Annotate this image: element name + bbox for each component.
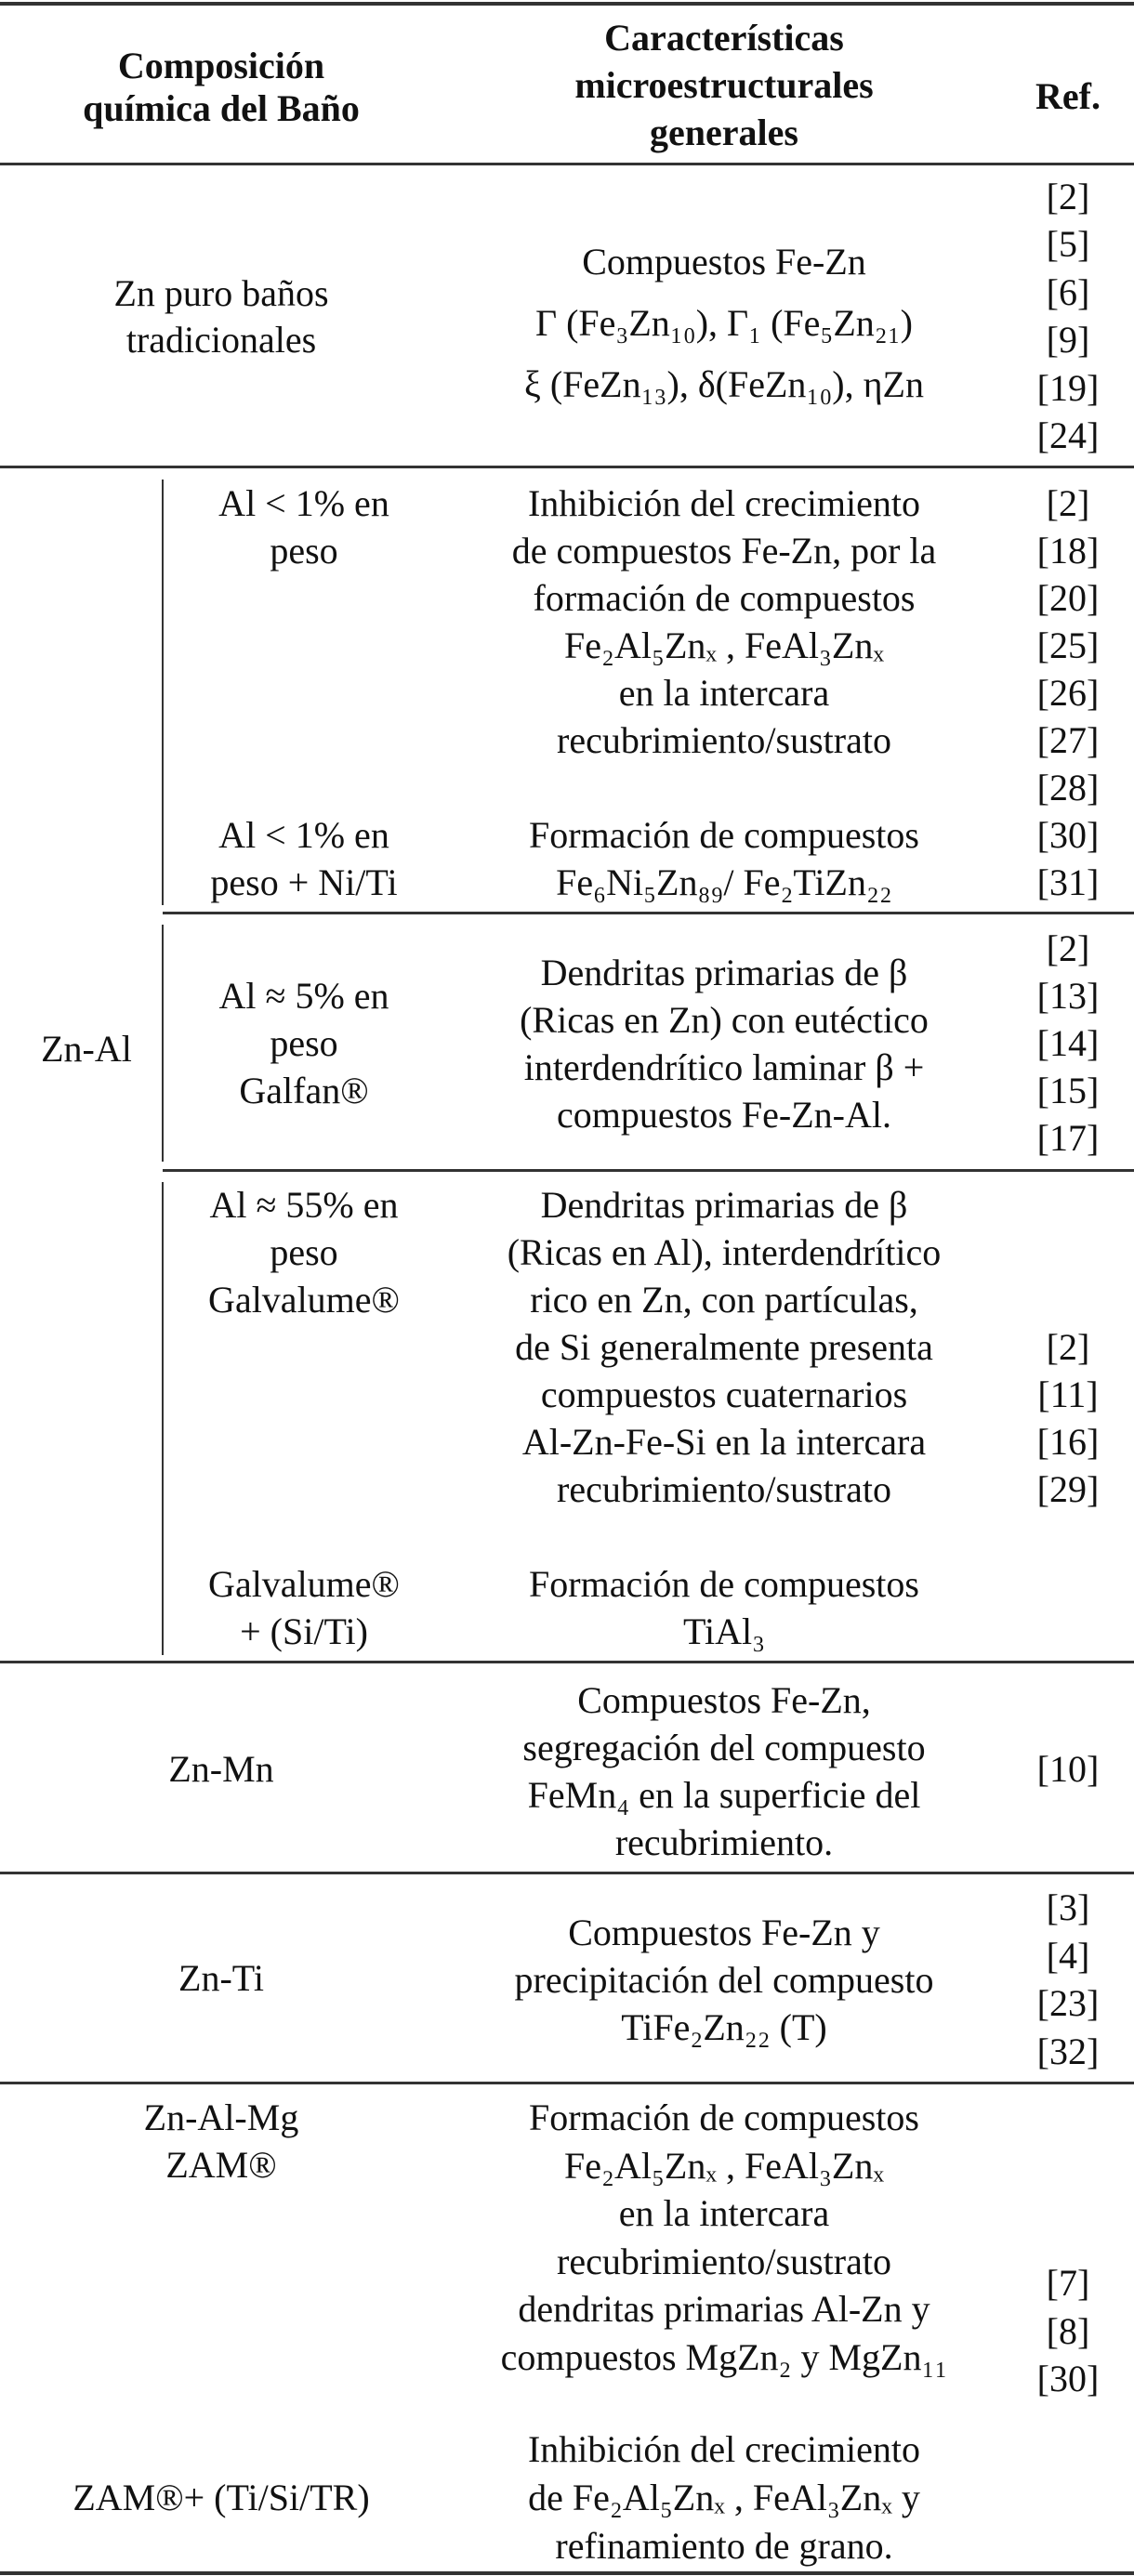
galfan-refs xyxy=(1037,925,1100,1162)
zn-al-label-line: Zn-Al xyxy=(41,1028,132,1070)
al1-characteristics-line: en la intercara xyxy=(618,672,830,714)
galvalume-characteristics-line: Al-Zn-Fe-Si en la intercara xyxy=(521,1421,927,1463)
zn-puro-refs-line: [2] xyxy=(1046,176,1090,217)
section-rule xyxy=(0,466,1134,468)
al1-refs-line: [27] xyxy=(1036,719,1100,761)
al1-characteristics-line: recubrimiento/sustrato xyxy=(557,719,891,761)
al1-refs-line: [31] xyxy=(1036,861,1100,903)
al1-refs-line: [28] xyxy=(1036,767,1100,808)
galvalume-composition xyxy=(208,1181,400,1323)
header-composition-line: Composición xyxy=(117,45,325,86)
zam-composition xyxy=(144,2094,299,2188)
zn-puro-refs-line: [9] xyxy=(1046,319,1090,361)
zam-plus-characteristics xyxy=(528,2425,920,2570)
al1-niti-composition xyxy=(210,811,397,906)
zam-characteristics-line: Fe₂Al₅Znₓ , FeAl₃Znₓ xyxy=(564,2144,884,2187)
galvalume-refs-line: [11] xyxy=(1037,1373,1099,1415)
zam-plus-characteristics-line: de Fe₂Al₅Znₓ , FeAl₃Znₓ y xyxy=(528,2477,920,2518)
zn-mn-characteristics-line: FeMn₄ en la superficie del xyxy=(527,1774,921,1816)
zam-plus-characteristics-line: Inhibición del crecimiento xyxy=(527,2428,921,2470)
galvalume-characteristics-line: rico en Zn, con partículas, xyxy=(530,1279,918,1321)
zn-puro-composition xyxy=(113,270,328,363)
zn-al-vertical-rule xyxy=(162,1182,164,1655)
galvalume-siti-characteristics-line: TiAl₃ xyxy=(682,1610,766,1652)
section-rule xyxy=(0,2082,1134,2084)
zn-mn-refs xyxy=(1037,1745,1100,1793)
header-characteristics-line: microestructurales xyxy=(574,64,874,106)
zam-plus-characteristics-line: refinamiento de grano. xyxy=(555,2525,893,2567)
al1-niti-characteristics-line: Formación de compuestos xyxy=(529,814,919,856)
zam-characteristics xyxy=(501,2094,948,2381)
al1-refs-line: [18] xyxy=(1036,530,1100,572)
zam-refs-line: [7] xyxy=(1046,2262,1090,2304)
zn-al-vertical-rule xyxy=(162,925,164,1162)
zn-ti-characteristics-line: Compuestos Fe-Zn y xyxy=(568,1912,880,1953)
galfan-refs-line: [17] xyxy=(1036,1117,1100,1159)
galvalume-refs-line: [2] xyxy=(1046,1326,1090,1368)
galfan-characteristics-line: Dendritas primarias de β xyxy=(540,952,908,993)
zn-puro-refs-line: [6] xyxy=(1046,270,1090,313)
galvalume-siti-composition-line: + (Si/Ti) xyxy=(240,1610,368,1652)
header-characteristics xyxy=(574,14,873,156)
galvalume-characteristics-line: recubrimiento/sustrato xyxy=(557,1468,891,1510)
zn-puro-refs-line: [24] xyxy=(1036,414,1100,457)
al1-composition-line: peso xyxy=(270,530,338,572)
section-rule xyxy=(0,1872,1134,1874)
header-composition xyxy=(83,45,360,130)
zam-plus-composition xyxy=(73,2474,369,2521)
header-characteristics-line: generales xyxy=(650,112,798,153)
zn-ti-refs-line: [23] xyxy=(1036,1982,1100,2024)
galvalume-refs xyxy=(1037,1323,1100,1513)
galvalume-characteristics-line: (Ricas en Al), interdendrítico xyxy=(507,1231,942,1273)
galfan-characteristics-line: compuestos Fe-Zn-Al. xyxy=(557,1094,891,1136)
zam-characteristics-line: en la intercara xyxy=(618,2192,830,2234)
al1-characteristics xyxy=(512,480,937,764)
zn-puro-characteristics xyxy=(524,231,924,415)
galfan-refs-line: [13] xyxy=(1036,975,1100,1017)
header-ref xyxy=(1035,72,1101,120)
al1-composition xyxy=(218,480,389,574)
galvalume-composition-line: Galvalume® xyxy=(208,1279,400,1321)
galvalume-composition-line: Al ≈ 55% en xyxy=(209,1184,399,1226)
galfan-composition-line: Al ≈ 5% en xyxy=(218,975,389,1017)
galvalume-siti-composition xyxy=(208,1560,400,1655)
galvalume-composition-line: peso xyxy=(270,1231,338,1273)
al1-characteristics-line: Fe₂Al₅Znₓ , FeAl₃Znₓ xyxy=(564,624,884,666)
galfan-refs-line: [15] xyxy=(1036,1070,1100,1111)
zn-puro-characteristics-line: ξ (FeZn₁₃), δ(FeZn₁₀), ηZn xyxy=(524,363,924,405)
zn-ti-characteristics-line: TiFe₂Zn₂₂ (T) xyxy=(621,2006,827,2048)
zam-refs-line: [8] xyxy=(1046,2309,1090,2352)
zn-puro-refs xyxy=(1037,173,1100,459)
al1-refs-line: [26] xyxy=(1036,672,1100,714)
zam-composition-line: ZAM® xyxy=(165,2144,277,2186)
zn-ti-refs-line: [4] xyxy=(1046,1934,1090,1977)
zn-mn-characteristics-line: Compuestos Fe-Zn, xyxy=(577,1679,871,1721)
section-rule xyxy=(0,1661,1134,1663)
zn-puro-composition-line: tradicionales xyxy=(125,319,317,361)
al1-niti-composition-line: Al < 1% en xyxy=(218,814,389,856)
zam-characteristics-line: Formación de compuestos xyxy=(529,2096,919,2138)
al1-refs-line: [30] xyxy=(1036,814,1100,856)
galfan-characteristics xyxy=(520,949,929,1138)
subsection-rule xyxy=(163,912,1134,914)
zam-composition-line: Zn-Al-Mg xyxy=(143,2096,299,2138)
galvalume-characteristics-line: compuestos cuaternarios xyxy=(540,1373,908,1415)
zn-puro-characteristics-line: Γ (Fe₃Zn₁₀), Γ₁ (Fe₅Zn₂₁) xyxy=(534,302,913,344)
zam-refs xyxy=(1037,2259,1100,2403)
al1-refs xyxy=(1037,480,1100,906)
zn-mn-characteristics-line: recubrimiento. xyxy=(614,1821,834,1863)
galvalume-siti-characteristics xyxy=(529,1560,919,1655)
al1-refs-line: [25] xyxy=(1036,624,1100,666)
zn-ti-characteristics-line: precipitación del compuesto xyxy=(514,1959,934,2001)
galvalume-siti-characteristics-line: Formación de compuestos xyxy=(529,1563,919,1605)
al1-characteristics-line: formación de compuestos xyxy=(533,577,916,619)
al1-refs-line: [20] xyxy=(1036,577,1100,619)
galfan-composition-line: Galfan® xyxy=(239,1070,369,1111)
al1-characteristics-line: Inhibición del crecimiento xyxy=(527,482,921,524)
zn-ti-composition-line: Zn-Ti xyxy=(178,1957,264,1999)
bottom-rule xyxy=(0,2571,1134,2575)
header-ref-line: Ref. xyxy=(1035,75,1101,117)
zn-al-label xyxy=(41,1025,132,1072)
zam-refs-line: [30] xyxy=(1036,2358,1100,2399)
al1-refs-line: [2] xyxy=(1046,482,1090,524)
zn-al-vertical-rule xyxy=(162,480,164,905)
al1-niti-characteristics-line: Fe₆Ni₅Zn₈₉/ Fe₂TiZn₂₂ xyxy=(556,861,892,903)
galfan-refs-line: [14] xyxy=(1036,1022,1100,1064)
header-rule xyxy=(0,163,1134,165)
zn-mn-composition-line: Zn-Mn xyxy=(168,1748,274,1790)
galfan-composition xyxy=(218,972,389,1114)
al1-niti-characteristics xyxy=(529,811,919,906)
galvalume-characteristics xyxy=(508,1181,942,1513)
zn-puro-refs-line: [19] xyxy=(1036,366,1100,409)
zn-ti-composition xyxy=(178,1954,264,2002)
galvalume-siti-composition-line: Galvalume® xyxy=(208,1563,400,1605)
subsection-rule xyxy=(163,1169,1134,1172)
galfan-composition-line: peso xyxy=(270,1022,338,1064)
zn-puro-characteristics-line: Compuestos Fe-Zn xyxy=(582,241,866,283)
zn-puro-composition-line: Zn puro baños xyxy=(113,272,329,314)
zn-mn-characteristics xyxy=(522,1676,925,1866)
galvalume-refs-line: [29] xyxy=(1036,1468,1100,1510)
top-rule xyxy=(0,2,1134,6)
zn-ti-refs-line: [3] xyxy=(1046,1886,1090,1928)
header-characteristics-line: Características xyxy=(604,17,844,59)
galfan-refs-line: [2] xyxy=(1046,927,1090,969)
zam-characteristics-line: dendritas primarias Al-Zn y xyxy=(518,2288,930,2330)
zam-plus-composition-line: ZAM®+ (Ti/Si/TR) xyxy=(73,2477,370,2518)
zam-characteristics-line: recubrimiento/sustrato xyxy=(557,2240,891,2282)
zn-ti-characteristics xyxy=(515,1909,934,2051)
galvalume-characteristics-line: de Si generalmente presenta xyxy=(515,1326,933,1368)
header-composition-line: química del Baño xyxy=(83,87,360,129)
al1-composition-line: Al < 1% en xyxy=(218,482,389,524)
al1-characteristics-line: de compuestos Fe-Zn, por la xyxy=(511,530,937,572)
galfan-characteristics-line: interdendrítico laminar β + xyxy=(523,1046,925,1088)
zn-mn-refs-line: [10] xyxy=(1036,1748,1100,1790)
zn-mn-composition xyxy=(168,1745,273,1793)
zn-ti-refs xyxy=(1037,1884,1100,2075)
galvalume-refs-line: [16] xyxy=(1036,1421,1100,1463)
galfan-characteristics-line: (Ricas en Zn) con eutéctico xyxy=(520,999,929,1041)
galvalume-characteristics-line: Dendritas primarias de β xyxy=(540,1184,908,1226)
zn-mn-characteristics-line: segregación del compuesto xyxy=(522,1727,926,1768)
al1-niti-composition-line: peso + Ni/Ti xyxy=(210,861,398,903)
zn-ti-refs-line: [32] xyxy=(1036,2030,1100,2072)
zam-characteristics-line: compuestos MgZn₂ y MgZn₁₁ xyxy=(500,2335,948,2378)
zn-puro-refs-line: [5] xyxy=(1046,223,1090,266)
